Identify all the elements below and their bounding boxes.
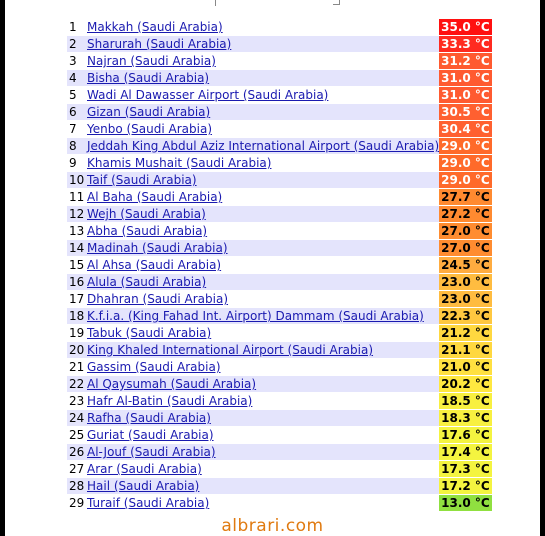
city-cell (87, 206, 439, 222)
rank-cell: 8 (67, 138, 87, 154)
table-row (67, 342, 492, 358)
table-row (67, 376, 492, 392)
table-row (67, 138, 492, 154)
city-cell (87, 444, 439, 460)
city-cell (87, 257, 439, 273)
table-row (67, 172, 492, 188)
city-cell (87, 223, 439, 239)
table-row (67, 410, 492, 426)
city-link[interactable]: Khamis Mushait (Saudi Arabia) (87, 156, 272, 170)
city-link[interactable]: Al Qaysumah (Saudi Arabia) (87, 377, 257, 391)
city-cell (87, 121, 439, 137)
temperature-badge: 23.0 °C (441, 275, 490, 289)
rank-cell: 25 (67, 427, 87, 443)
city-link[interactable]: Turaif (Saudi Arabia) (87, 496, 210, 510)
rank-cell: 7 (67, 121, 87, 137)
temperature-badge: 31.0 °C (441, 88, 490, 102)
rank-cell: 18 (67, 308, 87, 324)
temperature-badge: 30.5 °C (441, 105, 490, 119)
table-row (67, 189, 492, 205)
rank-cell: 12 (67, 206, 87, 222)
city-link[interactable]: Madinah (Saudi Arabia) (87, 241, 228, 255)
rank-cell: 27 (67, 461, 87, 477)
rank-cell: 6 (67, 104, 87, 120)
temperature-badge: 27.0 °C (441, 224, 490, 238)
city-link[interactable]: Sharurah (Saudi Arabia) (87, 37, 232, 51)
rank-cell: 1 (67, 19, 87, 35)
city-link[interactable]: Al Ahsa (Saudi Arabia) (87, 258, 222, 272)
city-link[interactable]: Guriat (Saudi Arabia) (87, 428, 214, 442)
rank-cell: 22 (67, 376, 87, 392)
table-row (67, 308, 492, 324)
city-link[interactable]: Hafr Al-Batin (Saudi Arabia) (87, 394, 253, 408)
city-cell (87, 308, 439, 324)
rank-cell: 15 (67, 257, 87, 273)
city-cell (87, 53, 439, 69)
city-cell (87, 189, 439, 205)
temperature-badge: 23.0 °C (441, 292, 490, 306)
rank-cell: 10 (67, 172, 87, 188)
city-cell (87, 138, 439, 154)
city-cell (87, 274, 439, 290)
cropped-glyph (333, 0, 340, 5)
temperature-badge: 20.2 °C (441, 377, 490, 391)
city-cell (87, 87, 439, 103)
city-link[interactable]: Dhahran (Saudi Arabia) (87, 292, 229, 306)
city-cell (87, 155, 439, 171)
city-cell (87, 359, 439, 375)
city-link[interactable]: Gassim (Saudi Arabia) (87, 360, 221, 374)
table-row (67, 53, 492, 69)
temperature-badge: 17.4 °C (441, 445, 490, 459)
rank-cell: 29 (67, 495, 87, 511)
city-link[interactable]: Hail (Saudi Arabia) (87, 479, 200, 493)
table-row (67, 206, 492, 222)
rank-cell: 14 (67, 240, 87, 256)
city-link[interactable]: Alula (Saudi Arabia) (87, 275, 207, 289)
temperature-badge: 27.7 °C (441, 190, 490, 204)
table-row (67, 121, 492, 137)
city-cell (87, 240, 439, 256)
temperature-badge: 27.2 °C (441, 207, 490, 221)
rank-cell: 26 (67, 444, 87, 460)
table-row (67, 104, 492, 120)
rank-cell: 21 (67, 359, 87, 375)
city-link[interactable]: Bisha (Saudi Arabia) (87, 71, 210, 85)
city-cell (87, 342, 439, 358)
city-link[interactable]: Najran (Saudi Arabia) (87, 54, 216, 68)
table-row (67, 427, 492, 443)
city-link[interactable]: Gizan (Saudi Arabia) (87, 105, 211, 119)
city-cell (87, 376, 439, 392)
city-link[interactable]: Wadi Al Dawasser Airport (Saudi Arabia) (87, 88, 329, 102)
temperature-badge: 27.0 °C (441, 241, 490, 255)
city-cell (87, 393, 439, 409)
city-cell (87, 325, 439, 341)
city-link[interactable]: Al Baha (Saudi Arabia) (87, 190, 223, 204)
city-link[interactable]: Wejh (Saudi Arabia) (87, 207, 206, 221)
table-row (67, 461, 492, 477)
city-cell (87, 36, 439, 52)
city-cell (87, 410, 439, 426)
city-cell (87, 495, 439, 511)
rank-cell: 4 (67, 70, 87, 86)
table-row (67, 257, 492, 273)
temperature-badge: 21.1 °C (441, 343, 490, 357)
temperature-badge: 22.3 °C (441, 309, 490, 323)
temperature-badge: 30.4 °C (441, 122, 490, 136)
city-cell (87, 427, 439, 443)
rank-cell: 13 (67, 223, 87, 239)
rank-cell: 5 (67, 87, 87, 103)
table-row (67, 19, 492, 35)
table-row (67, 223, 492, 239)
cropped-glyph (215, 0, 222, 6)
table-row (67, 444, 492, 460)
temperature-ranking-table (67, 18, 492, 512)
table-row (67, 359, 492, 375)
city-link[interactable]: Rafha (Saudi Arabia) (87, 411, 211, 425)
rank-cell: 17 (67, 291, 87, 307)
table-row (67, 478, 492, 494)
city-link[interactable]: Taif (Saudi Arabia) (87, 173, 197, 187)
table-row (67, 87, 492, 103)
watermark: albrari.com (221, 516, 324, 536)
city-cell (87, 104, 439, 120)
temperature-badge: 17.2 °C (441, 479, 490, 493)
rank-cell: 23 (67, 393, 87, 409)
temperature-badge: 24.5 °C (441, 258, 490, 272)
temperature-badge: 35.0 °C (441, 20, 490, 34)
table-row (67, 36, 492, 52)
city-link[interactable]: Arar (Saudi Arabia) (87, 462, 202, 476)
temperature-badge: 17.3 °C (441, 462, 490, 476)
rank-cell: 24 (67, 410, 87, 426)
city-cell (87, 461, 439, 477)
temperature-badge: 29.0 °C (441, 173, 490, 187)
cropped-heading-fragment (205, 0, 345, 6)
rank-cell: 2 (67, 36, 87, 52)
temperature-badge: 33.3 °C (441, 37, 490, 51)
temperature-badge: 18.3 °C (441, 411, 490, 425)
city-cell (87, 19, 439, 35)
table-row (67, 291, 492, 307)
temperature-badge: 21.2 °C (441, 326, 490, 340)
city-cell (87, 172, 439, 188)
city-link[interactable]: Tabuk (Saudi Arabia) (87, 326, 212, 340)
city-cell (87, 70, 439, 86)
table-row (67, 495, 492, 511)
rank-cell: 19 (67, 325, 87, 341)
rank-cell: 16 (67, 274, 87, 290)
table-row (67, 70, 492, 86)
city-link[interactable]: Jeddah King Abdul Aziz International Airport (Saudi Arabia) (87, 139, 440, 153)
temperature-badge: 31.0 °C (441, 71, 490, 85)
city-cell (87, 478, 439, 494)
rank-cell: 11 (67, 189, 87, 205)
city-link[interactable]: Makkah (Saudi Arabia) (87, 20, 223, 34)
city-link[interactable]: K.f.i.a. (King Fahad Int. Airport) Dammam (Saudi Arabia) (87, 309, 424, 323)
city-link[interactable]: Abha (Saudi Arabia) (87, 224, 208, 238)
temperature-badge: 13.0 °C (441, 496, 490, 510)
temperature-badge: 21.0 °C (441, 360, 490, 374)
temperature-badge: 29.0 °C (441, 139, 490, 153)
table-row (67, 393, 492, 409)
page-panel (5, 0, 540, 536)
table-body (67, 19, 492, 511)
city-link[interactable]: Al-Jouf (Saudi Arabia) (87, 445, 216, 459)
temperature-badge: 18.5 °C (441, 394, 490, 408)
table-row (67, 155, 492, 171)
table-row (67, 325, 492, 341)
table-row (67, 240, 492, 256)
city-link[interactable]: Yenbo (Saudi Arabia) (87, 122, 213, 136)
temperature-badge: 29.0 °C (441, 156, 490, 170)
city-link[interactable]: King Khaled International Airport (Saudi Arabia) (87, 343, 374, 357)
rank-cell: 3 (67, 53, 87, 69)
temperature-badge: 31.2 °C (441, 54, 490, 68)
rank-cell: 20 (67, 342, 87, 358)
rank-cell: 9 (67, 155, 87, 171)
city-cell (87, 291, 439, 307)
temperature-badge: 17.6 °C (441, 428, 490, 442)
rank-cell: 28 (67, 478, 87, 494)
table-row (67, 274, 492, 290)
